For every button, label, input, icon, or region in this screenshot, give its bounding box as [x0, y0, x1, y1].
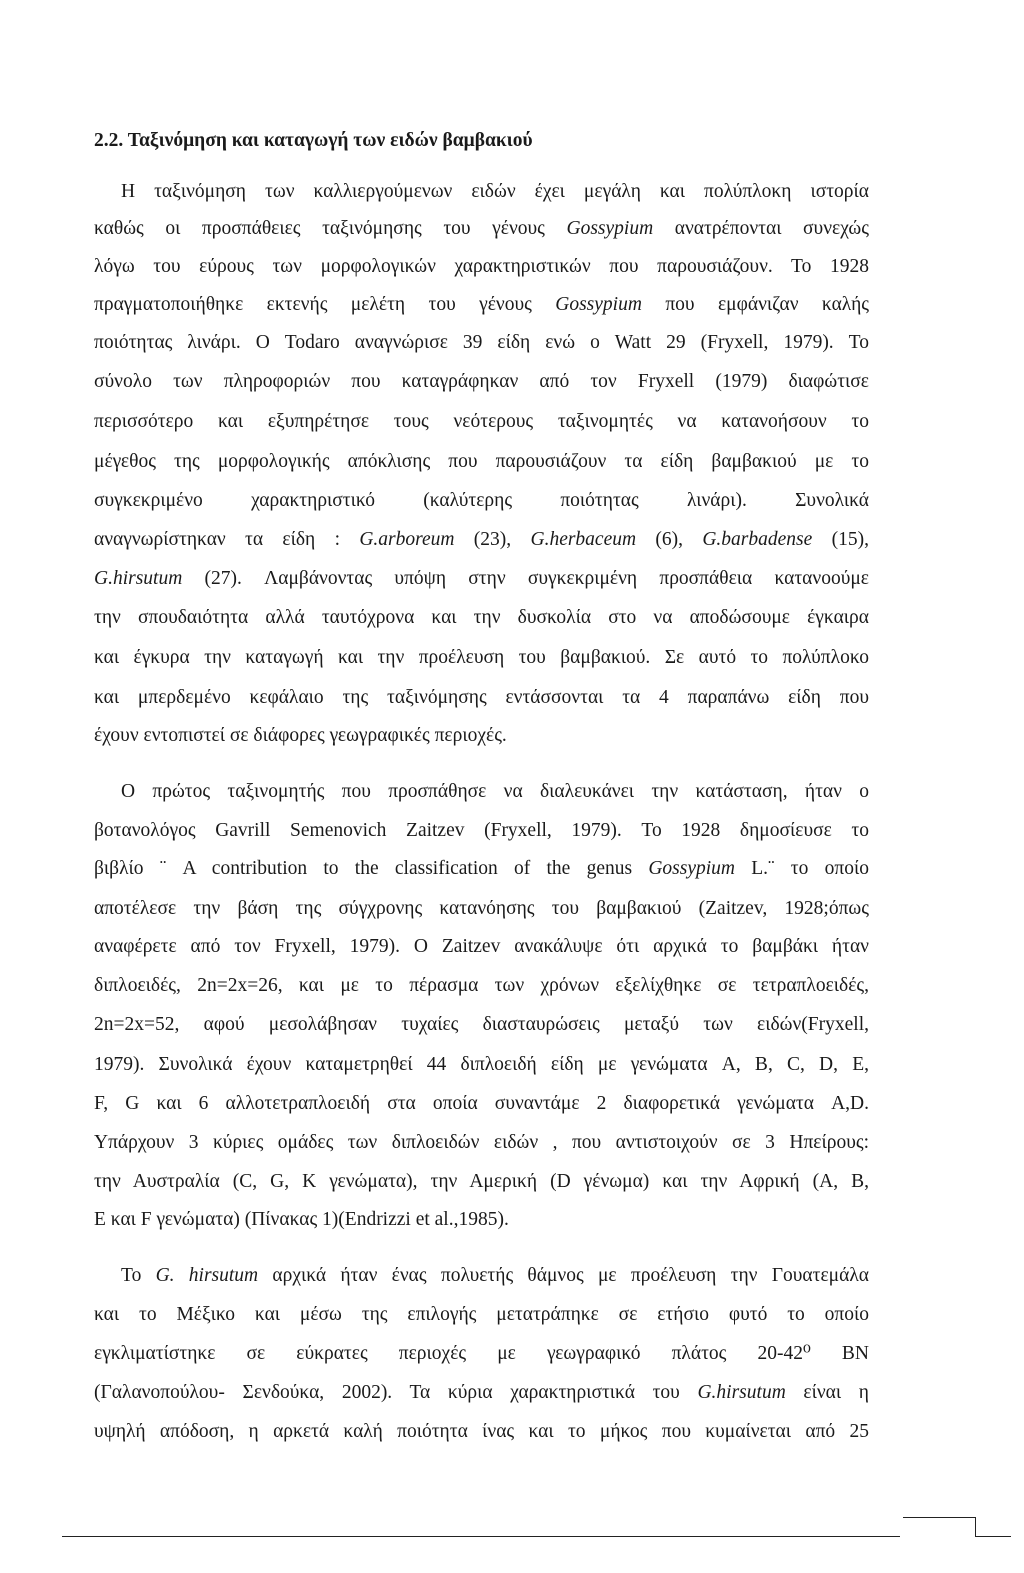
text-line: περισσότερο και εξυπηρέτησε τους νεότερους ταξινομητές να κατανοήσουν το — [94, 411, 869, 432]
text-line: αναγνωρίστηκαν τα είδη : G.arboreum (23), G.herbaceum (6), G.barbadense (15), — [94, 529, 869, 550]
footer-rule-raised — [903, 1517, 975, 1518]
section-heading: 2.2. Ταξινόμηση και καταγωγή των ειδών βαμβακιού — [94, 130, 533, 151]
text-line: αναφέρετε από τον Fryxell, 1979). Ο Zaitzev ανακάλυψε ότι αρχικά το βαμβάκι ήταν — [94, 936, 869, 957]
footer-rule-step — [975, 1517, 976, 1536]
text-line: G.hirsutum (27). Λαμβάνοντας υπόψη στην συγκεκριμένη προσπάθεια κατανοούμε — [94, 568, 869, 589]
text-line: αποτέλεσε την βάση της σύγχρονης κατανόησης του βαμβακιού (Zaitzev, 1928;όπως — [94, 898, 869, 919]
footer-rule — [62, 1536, 900, 1537]
text-line: και έγκυρα την καταγωγή και την προέλευση του βαμβακιού. Σε αυτό το πολύπλοκο — [94, 647, 869, 668]
text-line: και μπερδεμένο κεφάλαιο της ταξινόμησης εντάσσονται τα 4 παραπάνω είδη που — [94, 687, 869, 708]
text-line: Η ταξινόμηση των καλλιεργούμενων ειδών έχει μεγάλη και πολύπλοκη ιστορία — [121, 181, 869, 202]
text-line: διπλοειδές, 2n=2x=26, και με το πέρασμα των χρόνων εξελίχθηκε σε τετραπλοειδές, — [94, 975, 869, 996]
text-line: μέγεθος της μορφολογικής απόκλισης που παρουσιάζουν τα είδη βαμβακιού με το — [94, 451, 869, 472]
text-line: βιβλίο ¨ A contribution to the classification of the genus Gossypium L.¨ το οποίο — [94, 858, 869, 879]
text-line: πραγματοποιήθηκε εκτενής μελέτη του γένους Gossypium που εμφάνιζαν καλής — [94, 294, 869, 315]
footer-rule-tail — [975, 1536, 1011, 1537]
text-line: την Αυστραλία (C, G, K γενώματα), την Αμερική (D γένωμα) και την Αφρική (A, B, — [94, 1171, 869, 1192]
text-line: λόγω του εύρους των μορφολογικών χαρακτηριστικών που παρουσιάζουν. Το 1928 — [94, 256, 869, 277]
text-line: ποιότητας λινάρι. Ο Todaro αναγνώρισε 39 είδη ενώ ο Watt 29 (Fryxell, 1979). Το — [94, 332, 869, 353]
text-line: 1979). Συνολικά έχουν καταμετρηθεί 44 διπλοειδή είδη με γενώματα A, B, C, D, E, — [94, 1054, 869, 1075]
text-line: (Γαλανοπούλου- Σενδούκα, 2002). Τα κύρια χαρακτηριστικά του G.hirsutum είναι η — [94, 1382, 869, 1403]
text-line: E και F γενώματα) (Πίνακας 1)(Endrizzi et al.,1985). — [94, 1209, 509, 1230]
text-line: καθώς οι προσπάθειες ταξινόμησης του γένους Gossypium ανατρέπονται συνεχώς — [94, 218, 869, 239]
text-line: σύνολο των πληροφοριών που καταγράφηκαν από τον Fryxell (1979) διαφώτισε — [94, 371, 869, 392]
text-line: υψηλή απόδοση, η αρκετά καλή ποιότητα ίνας και το μήκος που κυμαίνεται από 25 — [94, 1421, 869, 1442]
text-line: Το G. hirsutum αρχικά ήταν ένας πολυετής θάμνος με προέλευση την Γουατεμάλα — [121, 1265, 869, 1286]
text-line: βοτανολόγος Gavrill Semenovich Zaitzev (Fryxell, 1979). Το 1928 δημοσίευσε το — [94, 820, 869, 841]
text-line: συγκεκριμένο χαρακτηριστικό (καλύτερης ποιότητας λινάρι). Συνολικά — [94, 490, 869, 511]
text-line: 2n=2x=52, αφού μεσολάβησαν τυχαίες διασταυρώσεις μεταξύ των ειδών(Fryxell, — [94, 1014, 869, 1035]
text-line: F, G και 6 αλλοτετραπλοειδή στα οποία συναντάμε 2 διαφορετικά γενώματα A,D. — [94, 1093, 869, 1114]
text-line: την σπουδαιότητα αλλά ταυτόχρονα και την δυσκολία στο να αποδώσουμε έγκαιρα — [94, 607, 869, 628]
text-line: Ο πρώτος ταξινομητής που προσπάθησε να διαλευκάνει την κατάσταση, ήταν ο — [121, 781, 869, 802]
text-line: έχουν εντοπιστεί σε διάφορες γεωγραφικές περιοχές. — [94, 725, 507, 746]
text-line: και το Μέξικο και μέσω της επιλογής μετατράπηκε σε ετήσιο φυτό το οποίο — [94, 1304, 869, 1325]
text-line: εγκλιματίστηκε σε εύκρατες περιοχές με γεωγραφικό πλάτος 20-42⁰ ΒΝ — [94, 1343, 869, 1364]
text-line: Υπάρχουν 3 κύριες ομάδες των διπλοειδών ειδών , που αντιστοιχούν σε 3 Ηπείρους: — [94, 1132, 869, 1153]
